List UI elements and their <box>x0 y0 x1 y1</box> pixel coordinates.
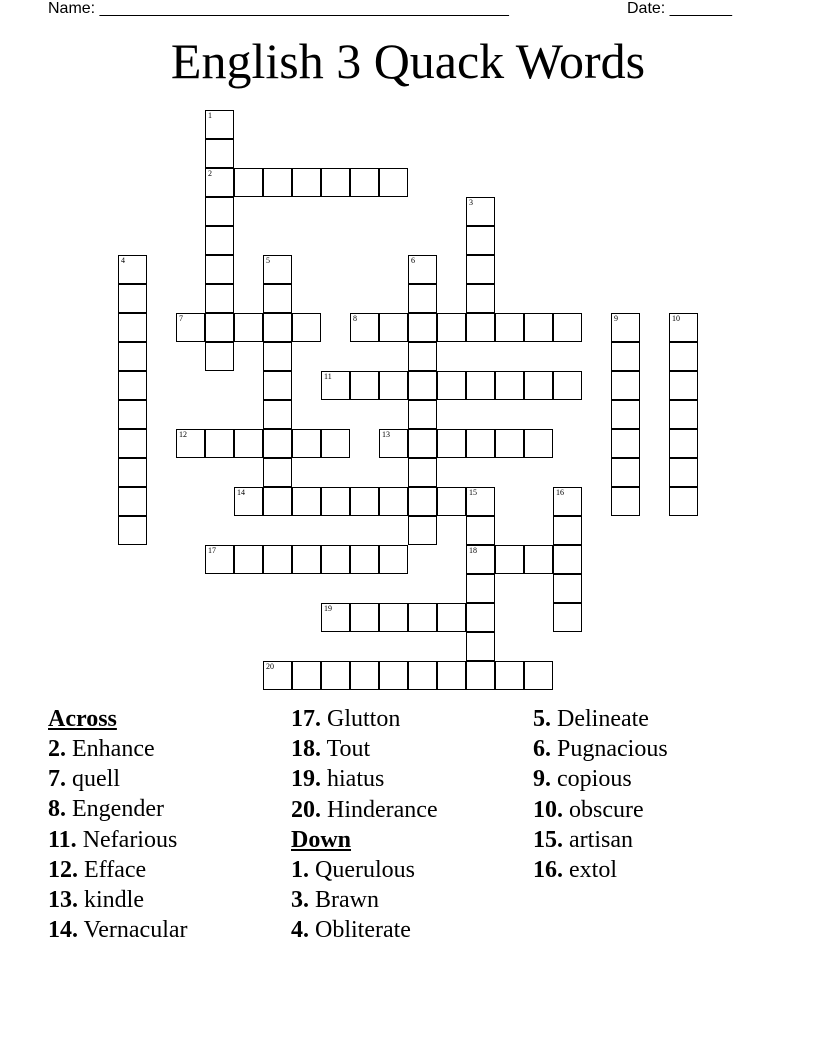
clue-number-label: 9 <box>614 314 618 323</box>
grid-cell[interactable] <box>466 516 495 545</box>
grid-cell[interactable] <box>292 429 321 458</box>
grid-cell[interactable] <box>611 487 640 516</box>
clue-number-label: 10 <box>672 314 680 323</box>
grid-cell[interactable] <box>176 313 205 342</box>
down-heading: Down <box>291 826 352 853</box>
grid-cell[interactable] <box>321 545 350 574</box>
grid-cell[interactable] <box>437 371 466 400</box>
grid-cell[interactable] <box>321 487 350 516</box>
clue-across-17 <box>291 704 438 734</box>
grid-cell[interactable] <box>263 168 292 197</box>
clue-number: 9. <box>533 766 551 793</box>
grid-cell[interactable] <box>350 371 379 400</box>
clue-text: Tout <box>321 736 371 763</box>
grid-cell[interactable] <box>263 371 292 400</box>
grid-cell[interactable] <box>379 168 408 197</box>
clue-down-15 <box>533 825 668 855</box>
grid-cell[interactable] <box>118 371 147 400</box>
clue-text: obscure <box>563 796 644 823</box>
grid-cell[interactable] <box>553 487 582 516</box>
clue-text: Nefarious <box>76 826 178 853</box>
grid-cell[interactable] <box>350 487 379 516</box>
clue-number: 12. <box>48 856 78 883</box>
clue-text: kindle <box>78 886 144 913</box>
grid-cell[interactable] <box>466 574 495 603</box>
grid-cell[interactable] <box>118 516 147 545</box>
grid-cell[interactable] <box>118 400 147 429</box>
grid-cell[interactable] <box>379 371 408 400</box>
grid-cell[interactable] <box>611 342 640 371</box>
grid-cell[interactable] <box>350 661 379 690</box>
clue-across-11 <box>48 825 188 855</box>
grid-cell[interactable] <box>205 168 234 197</box>
grid-cell[interactable] <box>408 313 437 342</box>
grid-cell[interactable] <box>205 197 234 226</box>
across-heading: Across <box>48 706 117 732</box>
name-label: Name: <box>48 0 100 17</box>
clue-text: Hinderance <box>321 796 438 823</box>
grid-cell[interactable] <box>379 661 408 690</box>
clue-text: extol <box>563 856 617 883</box>
grid-cell[interactable] <box>321 603 350 632</box>
clue-number-label: 6 <box>411 256 415 265</box>
grid-cell[interactable] <box>408 342 437 371</box>
clue-across-18 <box>291 734 438 764</box>
clue-number: 7. <box>48 766 66 793</box>
clue-column-2 <box>291 704 438 945</box>
clue-number-label: 20 <box>266 662 274 671</box>
clue-number: 3. <box>291 886 309 913</box>
grid-cell[interactable] <box>379 313 408 342</box>
clue-down-1 <box>291 855 438 885</box>
grid-cell[interactable] <box>437 603 466 632</box>
grid-cell[interactable] <box>669 313 698 342</box>
name-line[interactable]: ______________________________________________ <box>99 0 509 17</box>
clue-down-10 <box>533 795 668 825</box>
grid-cell[interactable] <box>466 313 495 342</box>
clue-number: 19. <box>291 766 321 793</box>
grid-cell[interactable] <box>611 400 640 429</box>
clue-down-4 <box>291 915 438 945</box>
grid-cell[interactable] <box>466 632 495 661</box>
grid-cell[interactable] <box>263 255 292 284</box>
clue-down-6 <box>533 734 668 764</box>
grid-cell[interactable] <box>205 342 234 371</box>
grid-cell[interactable] <box>350 168 379 197</box>
grid-cell[interactable] <box>292 313 321 342</box>
grid-cell[interactable] <box>466 197 495 226</box>
clue-text: Querulous <box>309 856 415 883</box>
grid-cell[interactable] <box>553 516 582 545</box>
clue-across-7 <box>48 764 188 794</box>
grid-cell[interactable] <box>205 255 234 284</box>
clue-column-3 <box>533 704 668 885</box>
grid-cell[interactable] <box>524 661 553 690</box>
clue-number-label: 13 <box>382 430 390 439</box>
clue-text: Vernacular <box>78 917 188 944</box>
grid-cell[interactable] <box>553 545 582 574</box>
grid-cell[interactable] <box>408 661 437 690</box>
clue-number-label: 17 <box>208 546 216 555</box>
clue-number: 5. <box>533 706 551 732</box>
grid-cell[interactable] <box>118 342 147 371</box>
grid-cell[interactable] <box>408 429 437 458</box>
grid-cell[interactable] <box>495 661 524 690</box>
grid-cell[interactable] <box>466 284 495 313</box>
clue-number: 11. <box>48 826 77 853</box>
clue-text: Pugnacious <box>551 736 668 763</box>
grid-cell[interactable] <box>321 371 350 400</box>
clue-number: 1. <box>291 856 309 883</box>
grid-cell[interactable] <box>408 284 437 313</box>
grid-cell[interactable] <box>466 487 495 516</box>
grid-cell[interactable] <box>292 487 321 516</box>
grid-cell[interactable] <box>263 400 292 429</box>
clue-number-label: 5 <box>266 256 270 265</box>
grid-cell[interactable] <box>350 545 379 574</box>
clue-text: Efface <box>78 856 147 883</box>
grid-cell[interactable] <box>321 661 350 690</box>
grid-cell[interactable] <box>176 429 205 458</box>
grid-cell[interactable] <box>669 342 698 371</box>
clue-text: Obliterate <box>309 917 411 944</box>
grid-cell[interactable] <box>205 139 234 168</box>
clue-number: 17. <box>291 706 321 732</box>
clue-number-label: 2 <box>208 169 212 178</box>
clue-number: 20. <box>291 796 321 823</box>
page-title: English 3 Quack Words <box>170 33 646 89</box>
clue-down-9 <box>533 764 668 794</box>
grid-cell[interactable] <box>466 429 495 458</box>
clue-across-13 <box>48 885 188 915</box>
grid-cell[interactable] <box>263 545 292 574</box>
grid-cell[interactable] <box>205 313 234 342</box>
clue-number-label: 1 <box>208 111 212 120</box>
grid-cell[interactable] <box>263 458 292 487</box>
clue-number: 13. <box>48 886 78 913</box>
grid-cell[interactable] <box>379 487 408 516</box>
grid-cell[interactable] <box>234 313 263 342</box>
grid-cell[interactable] <box>553 603 582 632</box>
grid-cell[interactable] <box>611 313 640 342</box>
grid-cell[interactable] <box>495 545 524 574</box>
grid-cell[interactable] <box>524 371 553 400</box>
clue-across-14 <box>48 915 188 945</box>
grid-cell[interactable] <box>466 226 495 255</box>
grid-cell[interactable] <box>611 458 640 487</box>
grid-cell[interactable] <box>553 371 582 400</box>
clue-down-16 <box>533 855 668 885</box>
clue-text: Brawn <box>309 886 379 913</box>
clue-number-label: 14 <box>237 488 245 497</box>
clue-across-19 <box>291 764 438 794</box>
clue-down-5 <box>533 704 668 734</box>
clue-number: 18. <box>291 736 321 763</box>
grid-cell[interactable] <box>524 429 553 458</box>
clue-column-1 <box>48 704 188 945</box>
clue-text: copious <box>551 766 632 793</box>
grid-cell[interactable] <box>205 429 234 458</box>
grid-cell[interactable] <box>263 342 292 371</box>
grid-cell[interactable] <box>350 313 379 342</box>
grid-cell[interactable] <box>408 371 437 400</box>
clue-text: hiatus <box>321 766 385 793</box>
clue-number: 14. <box>48 917 78 944</box>
clue-number: 16. <box>533 856 563 883</box>
grid-cell[interactable] <box>292 545 321 574</box>
grid-cell[interactable] <box>466 255 495 284</box>
clue-number-label: 12 <box>179 430 187 439</box>
grid-cell[interactable] <box>118 313 147 342</box>
grid-cell[interactable] <box>553 574 582 603</box>
grid-cell[interactable] <box>205 110 234 139</box>
clue-across-8 <box>48 794 188 824</box>
grid-cell[interactable] <box>263 429 292 458</box>
grid-cell[interactable] <box>263 661 292 690</box>
grid-cell[interactable] <box>118 284 147 313</box>
date-label: Date: <box>627 0 670 17</box>
grid-cell[interactable] <box>437 661 466 690</box>
clue-number: 8. <box>48 796 66 823</box>
grid-cell[interactable] <box>669 458 698 487</box>
clue-across-2 <box>48 734 188 764</box>
clue-number-label: 3 <box>469 198 473 207</box>
grid-cell[interactable] <box>379 545 408 574</box>
clue-text: Glutton <box>321 706 401 732</box>
clue-text: artisan <box>563 826 633 853</box>
clue-text: Engender <box>66 796 164 823</box>
grid-cell[interactable] <box>263 313 292 342</box>
clue-text: Enhance <box>66 736 155 762</box>
grid-cell[interactable] <box>466 371 495 400</box>
grid-cell[interactable] <box>524 313 553 342</box>
grid-cell[interactable] <box>408 255 437 284</box>
grid-cell[interactable] <box>408 400 437 429</box>
grid-cell[interactable] <box>205 545 234 574</box>
clue-number-label: 8 <box>353 314 357 323</box>
grid-cell[interactable] <box>118 458 147 487</box>
clue-number-label: 11 <box>324 372 332 381</box>
grid-cell[interactable] <box>437 429 466 458</box>
grid-cell[interactable] <box>263 284 292 313</box>
clue-number-label: 19 <box>324 604 332 613</box>
date-line[interactable]: _______ <box>669 0 732 17</box>
grid-cell[interactable] <box>669 429 698 458</box>
clue-across-20 <box>291 795 438 825</box>
grid-cell[interactable] <box>466 661 495 690</box>
grid-cell[interactable] <box>437 313 466 342</box>
grid-cell[interactable] <box>669 487 698 516</box>
grid-cell[interactable] <box>495 371 524 400</box>
grid-cell[interactable] <box>118 487 147 516</box>
grid-cell[interactable] <box>118 255 147 284</box>
grid-cell[interactable] <box>611 429 640 458</box>
clue-number: 15. <box>533 826 563 853</box>
clue-text: Delineate <box>551 706 649 732</box>
clue-number: 2. <box>48 736 66 762</box>
clue-number-label: 4 <box>121 256 125 265</box>
grid-cell[interactable] <box>669 371 698 400</box>
grid-cell[interactable] <box>350 603 379 632</box>
grid-cell[interactable] <box>495 429 524 458</box>
grid-cell[interactable] <box>408 516 437 545</box>
clue-number: 10. <box>533 796 563 823</box>
grid-cell[interactable] <box>408 603 437 632</box>
grid-cell[interactable] <box>466 545 495 574</box>
grid-cell[interactable] <box>524 545 553 574</box>
grid-cell[interactable] <box>263 487 292 516</box>
grid-cell[interactable] <box>118 429 147 458</box>
grid-cell[interactable] <box>408 458 437 487</box>
grid-cell[interactable] <box>234 545 263 574</box>
grid-cell[interactable] <box>669 400 698 429</box>
grid-cell[interactable] <box>553 313 582 342</box>
grid-cell[interactable] <box>205 226 234 255</box>
grid-cell[interactable] <box>495 313 524 342</box>
grid-cell[interactable] <box>321 168 350 197</box>
clue-number-label: 16 <box>556 488 564 497</box>
clue-number-label: 15 <box>469 488 477 497</box>
grid-cell[interactable] <box>408 487 437 516</box>
clue-across-12 <box>48 855 188 885</box>
grid-cell[interactable] <box>379 429 408 458</box>
grid-cell[interactable] <box>234 168 263 197</box>
clue-text: quell <box>66 766 120 793</box>
clue-number: 6. <box>533 736 551 763</box>
grid-cell[interactable] <box>466 603 495 632</box>
clue-number-label: 7 <box>179 314 183 323</box>
grid-cell[interactable] <box>292 168 321 197</box>
grid-cell[interactable] <box>234 429 263 458</box>
grid-cell[interactable] <box>611 371 640 400</box>
clue-down-3 <box>291 885 438 915</box>
grid-cell[interactable] <box>437 487 466 516</box>
grid-cell[interactable] <box>234 487 263 516</box>
grid-cell[interactable] <box>205 284 234 313</box>
clue-number-label: 18 <box>469 546 477 555</box>
grid-cell[interactable] <box>292 661 321 690</box>
grid-cell[interactable] <box>379 603 408 632</box>
clue-number: 4. <box>291 917 309 944</box>
grid-cell[interactable] <box>321 429 350 458</box>
